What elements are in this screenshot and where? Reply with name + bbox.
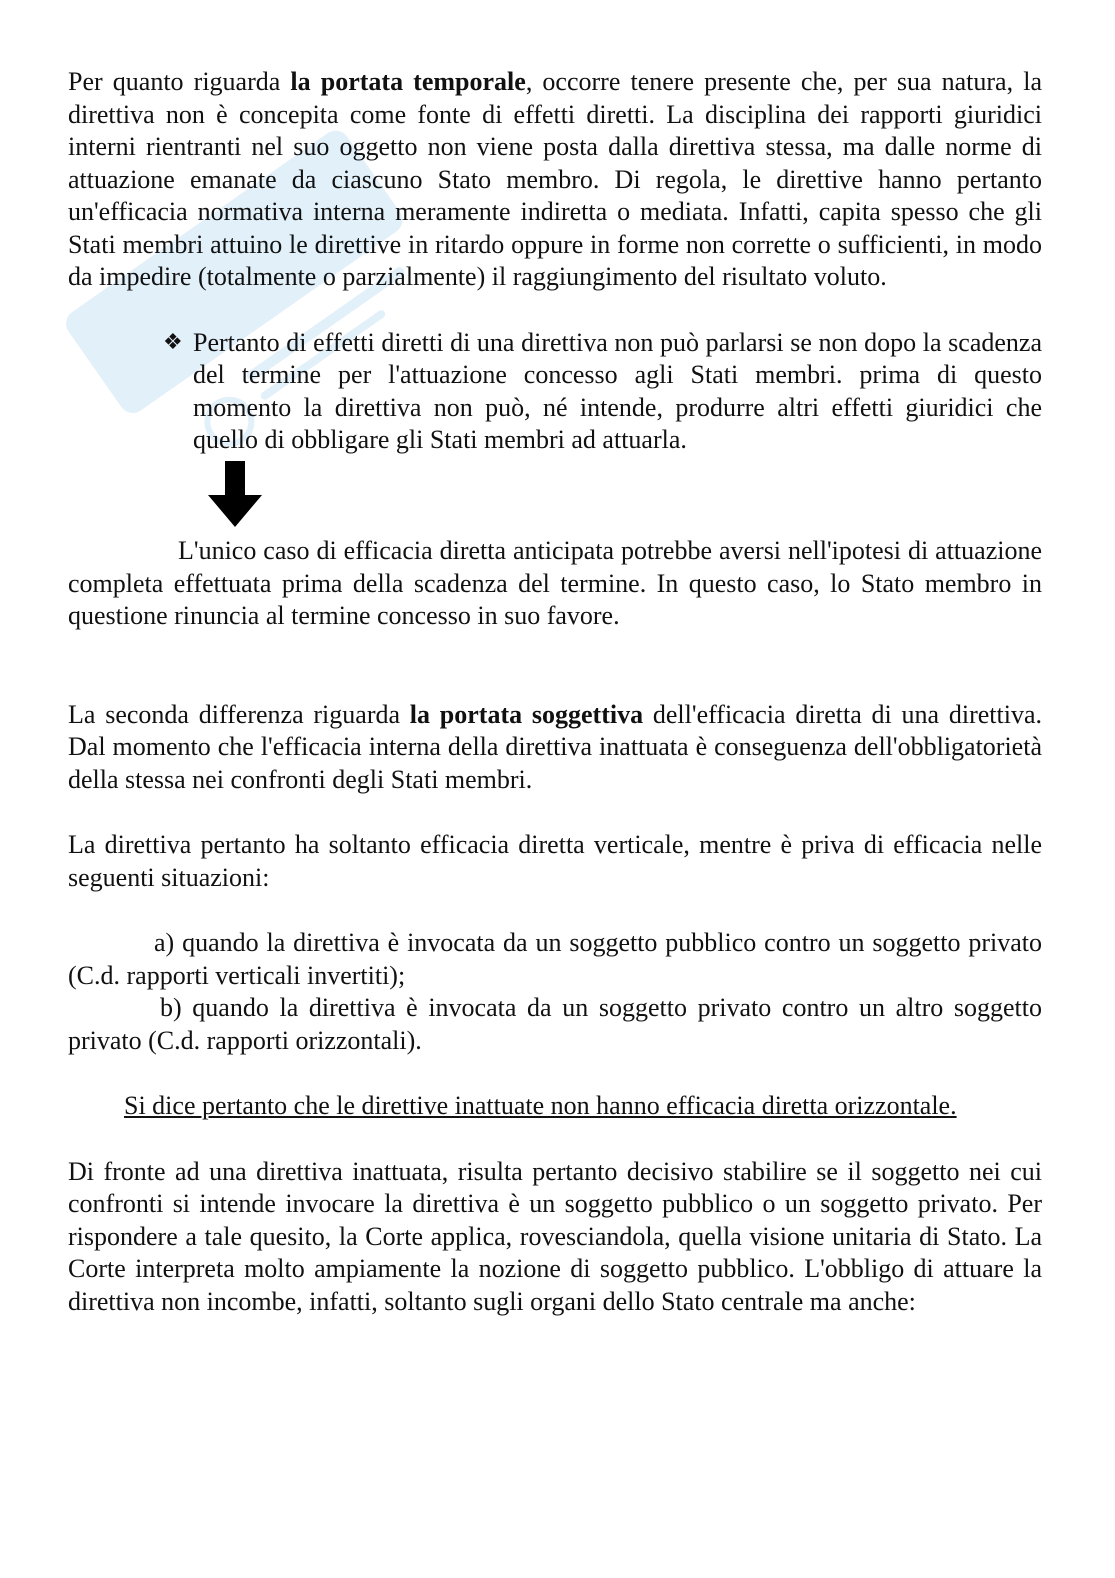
bullet-text: Pertanto di effetti diretti di una direttiva non può parlarsi se non dopo la scadenza del termine per l'attuazione concesso agli Stati membri. prima di questo momento la direttiva non può, né intende, produrre altri effetti giuridici che quello di obbligare gli Stati membri ad attuarla.: [193, 327, 1042, 454]
diamond-bullet-icon: ❖: [163, 329, 183, 355]
paragraph-efficacia-verticale: La direttiva pertanto ha soltanto efficacia diretta verticale, mentre è priva di efficacia nelle seguenti situazioni:: [68, 830, 1042, 892]
list-item-b: b) quando la direttiva è invocata da un soggetto privato contro un altro soggetto privato (C.d. rapporti orizzontali).: [68, 993, 1042, 1055]
paragraph-efficacia-anticipata: L'unico caso di efficacia diretta anticipata potrebbe aversi nell'ipotesi di attuazione completa effettuata prima della scadenza del termine. In questo caso, lo Stato membro in questione rinuncia al termine concesso in suo favore.: [68, 536, 1042, 630]
paragraph-underlined-conclusion: Si dice pertanto che le direttive inattuate non hanno efficacia diretta orizzontale.: [124, 1091, 957, 1120]
bold-term-portata-soggettiva: la portata soggettiva: [409, 699, 644, 729]
paragraph-portata-temporale: Per quanto riguarda la portata temporale, occorre tenere presente che, per sua natura, la direttiva non è concepita come fonte di effetti diretti. La disciplina dei rapporti giuridici interni rientranti nel suo oggetto non viene posta dalla direttiva stessa, ma dalle norme di attuazione emanate da ciascuno Stato membro. Di regola, le direttive hanno pertanto un'efficacia normativa interna meramente indiretta o mediata. Infatti, capita spesso che gli Stati membri attuino le direttive in ritardo oppure in forme non corrette o sufficienti, in modo da impedire (totalmente o parzialmente) il raggiungimento del risultato voluto.: [68, 67, 1042, 291]
bold-term-portata-temporale: la portata temporale: [290, 67, 526, 96]
document-page: [68, 66, 1042, 1318]
list-item-a: a) quando la direttiva è invocata da un soggetto pubblico contro un soggetto privato (C.d. rapporti verticali invertiti);: [68, 928, 1042, 990]
down-arrow-icon: [208, 461, 262, 527]
paragraph-soggetto-pubblico: Di fronte ad una direttiva inattuata, risulta pertanto decisivo stabilire se il soggetto nei cui confronti si intende invocare la direttiva è un soggetto pubblico o un soggetto privato. Per rispondere a tale quesito, la Corte applica, rovesciandola, quella visione unitaria di Stato. La Corte interpreta molto ampiamente la nozione di soggetto pubblico. L'obbligo di attuare la direttiva non incombe, infatti, soltanto sugli organi dello Stato centrale ma anche:: [68, 1156, 1042, 1316]
bullet-item: [163, 327, 1042, 457]
paragraph-portata-soggettiva: La seconda differenza riguarda la portata soggettiva dell'efficacia diretta di una direttiva. Dal momento che l'efficacia interna della direttiva inattuata è conseguenza dell'obbligatorietà della stessa nei confronti degli Stati membri.: [68, 699, 1042, 794]
